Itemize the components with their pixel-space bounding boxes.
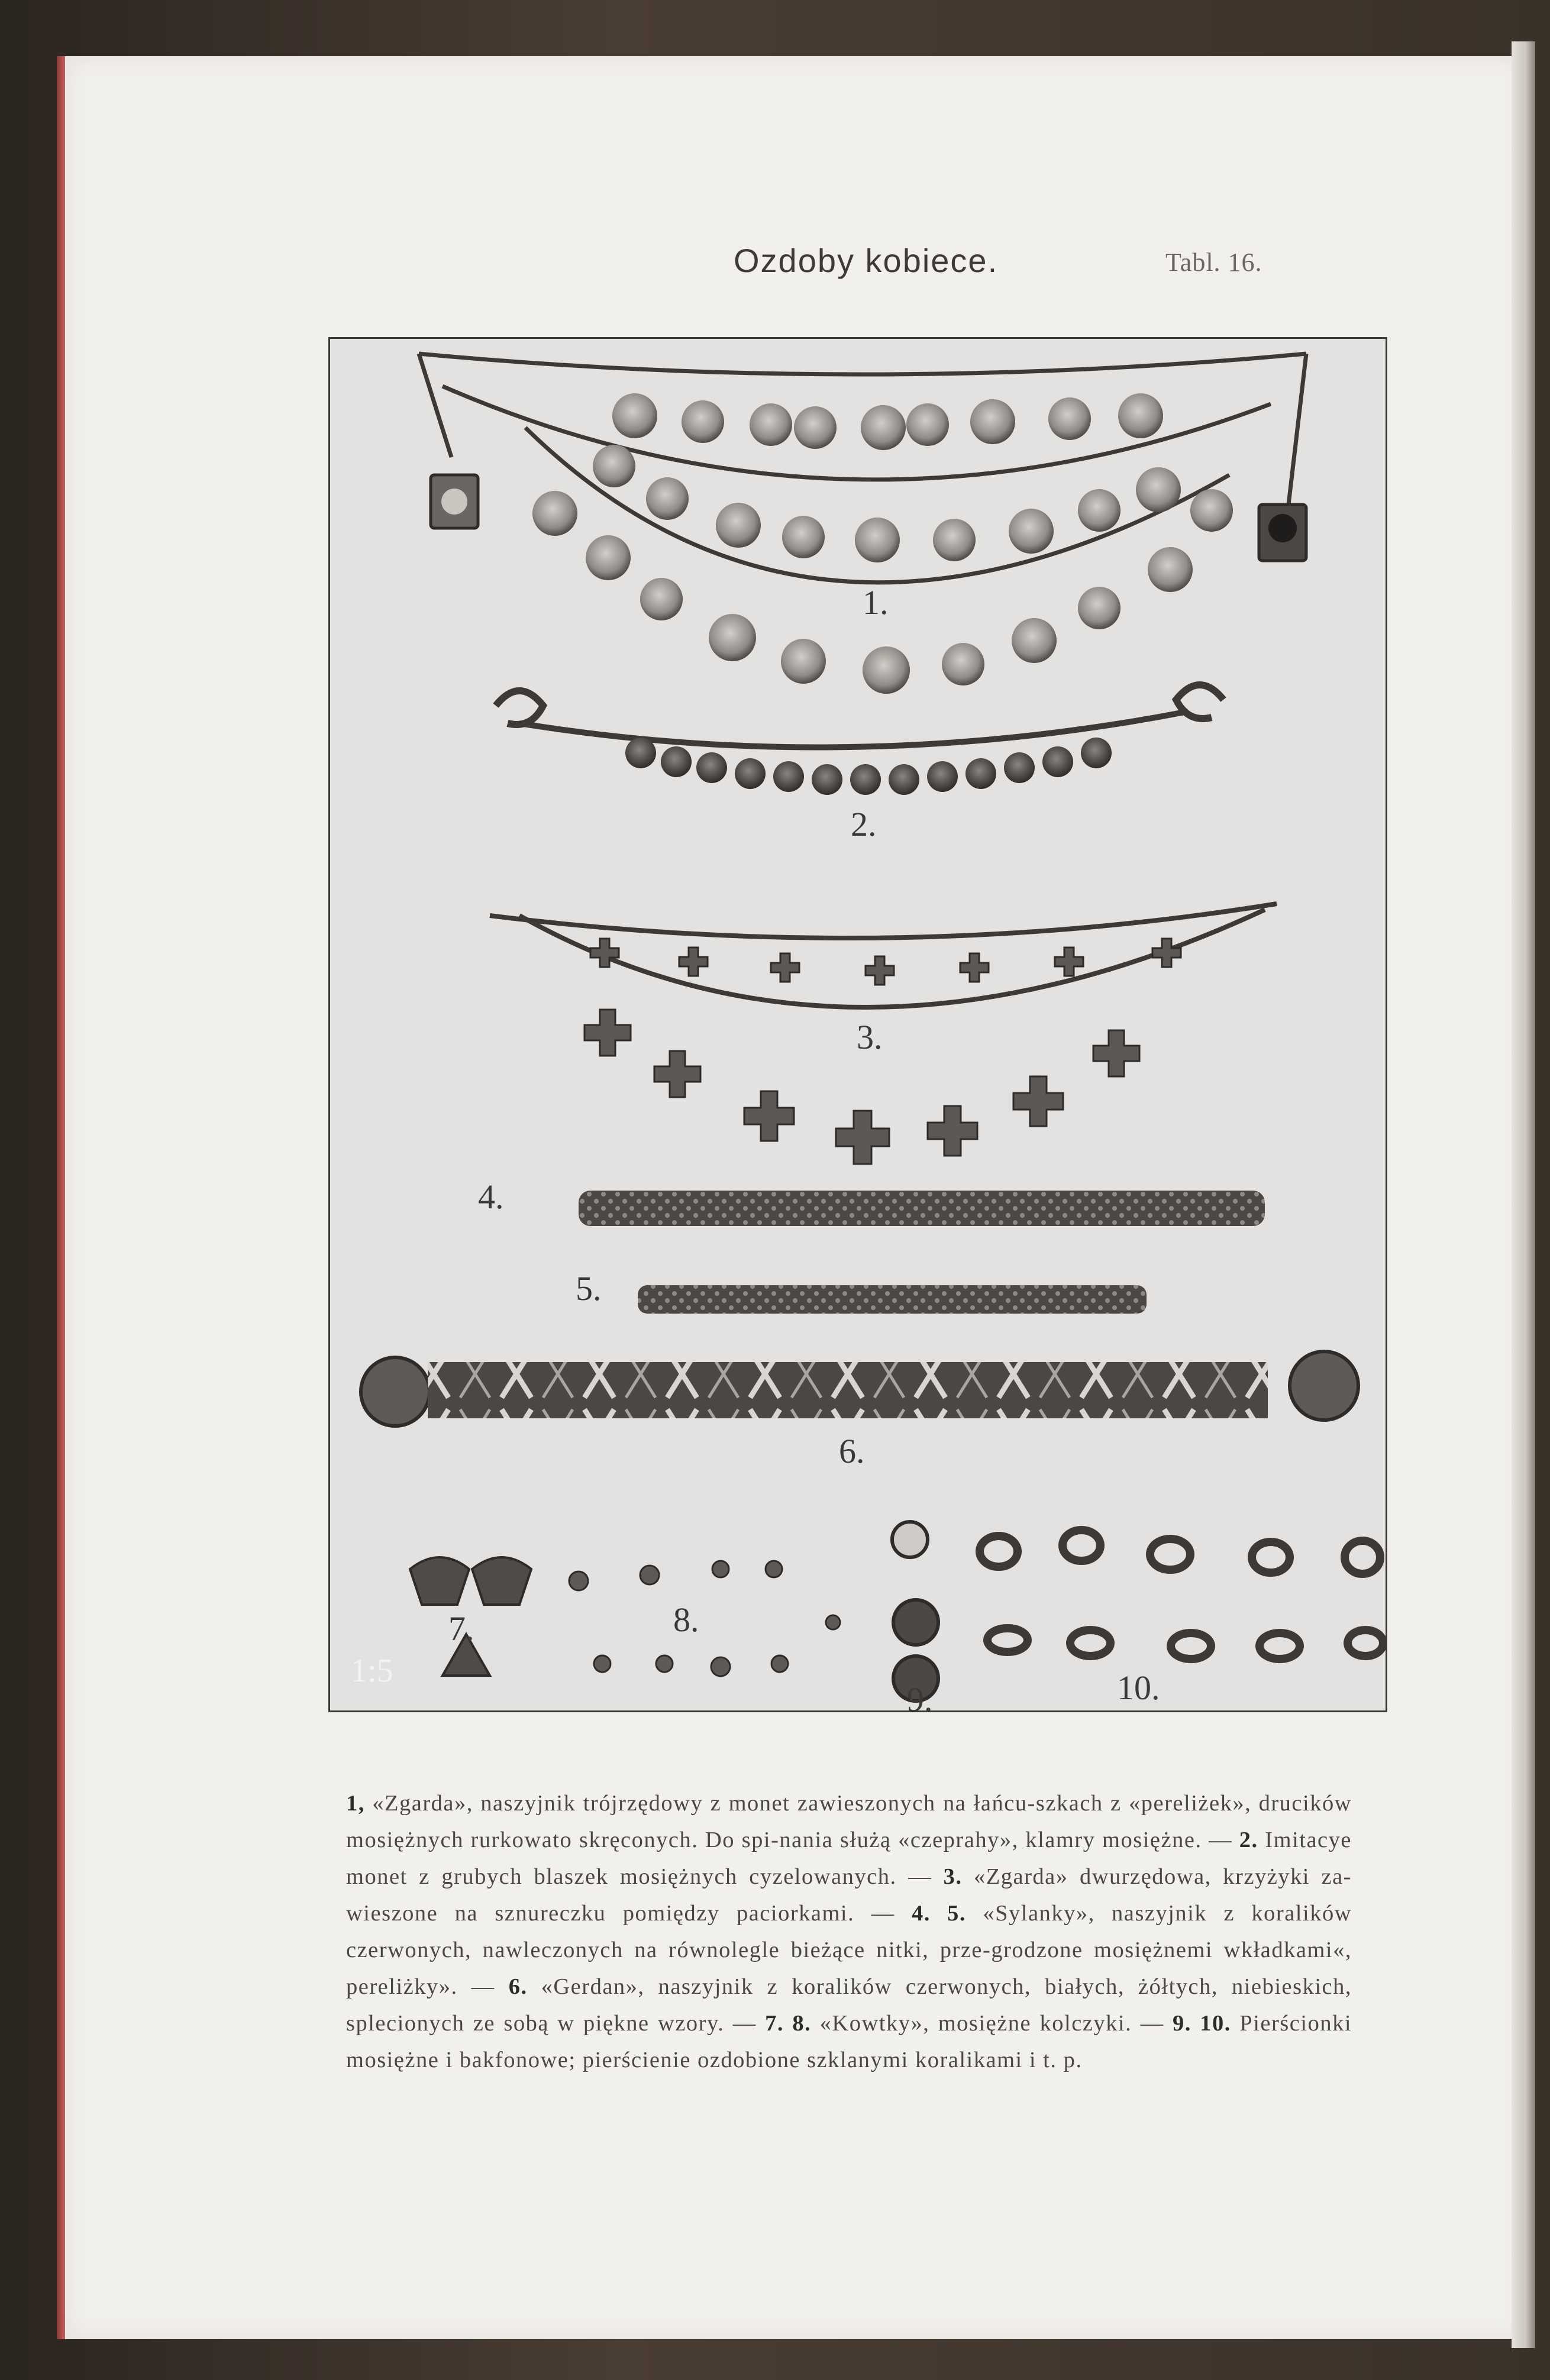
caption-num-3: 3. xyxy=(943,1864,963,1889)
caption-num-2: 2. xyxy=(1239,1828,1258,1852)
caption-num-4-5: 4. 5. xyxy=(911,1901,967,1926)
figure-10-label: 10. xyxy=(1117,1668,1160,1707)
figure-10-rings xyxy=(980,1530,1383,1659)
plate-number: Tabl. 16. xyxy=(1165,248,1262,277)
caption-text-9-10: Pierścionki mosiężne i bakfonowe; pierścienie ozdobione szklanymi koralikami i t. p. xyxy=(346,2011,1352,2072)
figure-4-label: 4. xyxy=(478,1178,504,1216)
figure-3-label: 3. xyxy=(857,1018,883,1056)
page-red-edge xyxy=(57,56,65,2339)
caption-text-6: «Gerdan», naszyjnik z koralików czerwonych, białych, żółtych, niebieskich, splecionych ze sobą w piękne wzory. — xyxy=(346,1974,1352,2036)
figure-7-label: 7. xyxy=(448,1609,474,1648)
caption-num-9-10: 9. 10. xyxy=(1173,2011,1231,2036)
figure-1-label: 1. xyxy=(863,583,889,622)
figure-5-label: 5. xyxy=(576,1269,602,1308)
figure-6-gerdan-necklace xyxy=(361,1351,1358,1426)
photo-plate xyxy=(328,337,1387,1712)
next-page-edge xyxy=(1512,41,1535,2348)
page-title: Ozdoby kobiece. xyxy=(734,242,999,279)
caption-text-3: «Zgarda» dwurzędowa, krzyżyki za-wieszone na sznureczku pomiędzy paciorkami. — xyxy=(346,1864,1352,1926)
figure-4-sylanky-necklace xyxy=(579,1191,1265,1226)
figure-8-earrings xyxy=(569,1561,840,1676)
figure-6-label: 6. xyxy=(839,1432,865,1470)
figure-1-coins xyxy=(431,393,1306,694)
figure-8-label: 8. xyxy=(673,1600,699,1639)
figure-2-label: 2. xyxy=(851,805,877,843)
caption-num-6: 6. xyxy=(508,1974,528,1999)
page-header xyxy=(0,241,1550,283)
plate-illustration xyxy=(330,339,1387,1712)
figure-9-rings xyxy=(892,1522,938,1701)
figure-5-sylanky-necklace xyxy=(638,1285,1147,1314)
figure-2-coin-imitations xyxy=(496,685,1223,795)
caption-num-1: 1, xyxy=(346,1791,365,1816)
caption-text-2: Imitacye monet z grubych blaszek mosiężnych cyzelowanych. — xyxy=(346,1828,1352,1889)
caption-text-4-5: «Sylanky», naszyjnik z koralików czerwonych, nawleczonych na równolegle bieżące nitki, prze-grodzone mosiężnemi wkładkami«, pereliżky». — xyxy=(346,1901,1352,1999)
caption-text-1: «Zgarda», naszyjnik trójrzędowy z monet zawieszonych na łańcu-szkach z «pereliżek», drucików mosiężnych rurkowato skręconych. Do spi-nania służą «czeprahy», klamry mosiężne. — xyxy=(346,1791,1352,1852)
plate-caption xyxy=(346,1785,1352,2078)
caption-text-7-8: «Kowtky», mosiężne kolczyki. — xyxy=(811,2011,1173,2036)
caption-num-7-8: 7. 8. xyxy=(765,2011,812,2036)
figure-9-label: 9. xyxy=(907,1680,933,1714)
scale-label: 1:5 xyxy=(351,1653,393,1689)
